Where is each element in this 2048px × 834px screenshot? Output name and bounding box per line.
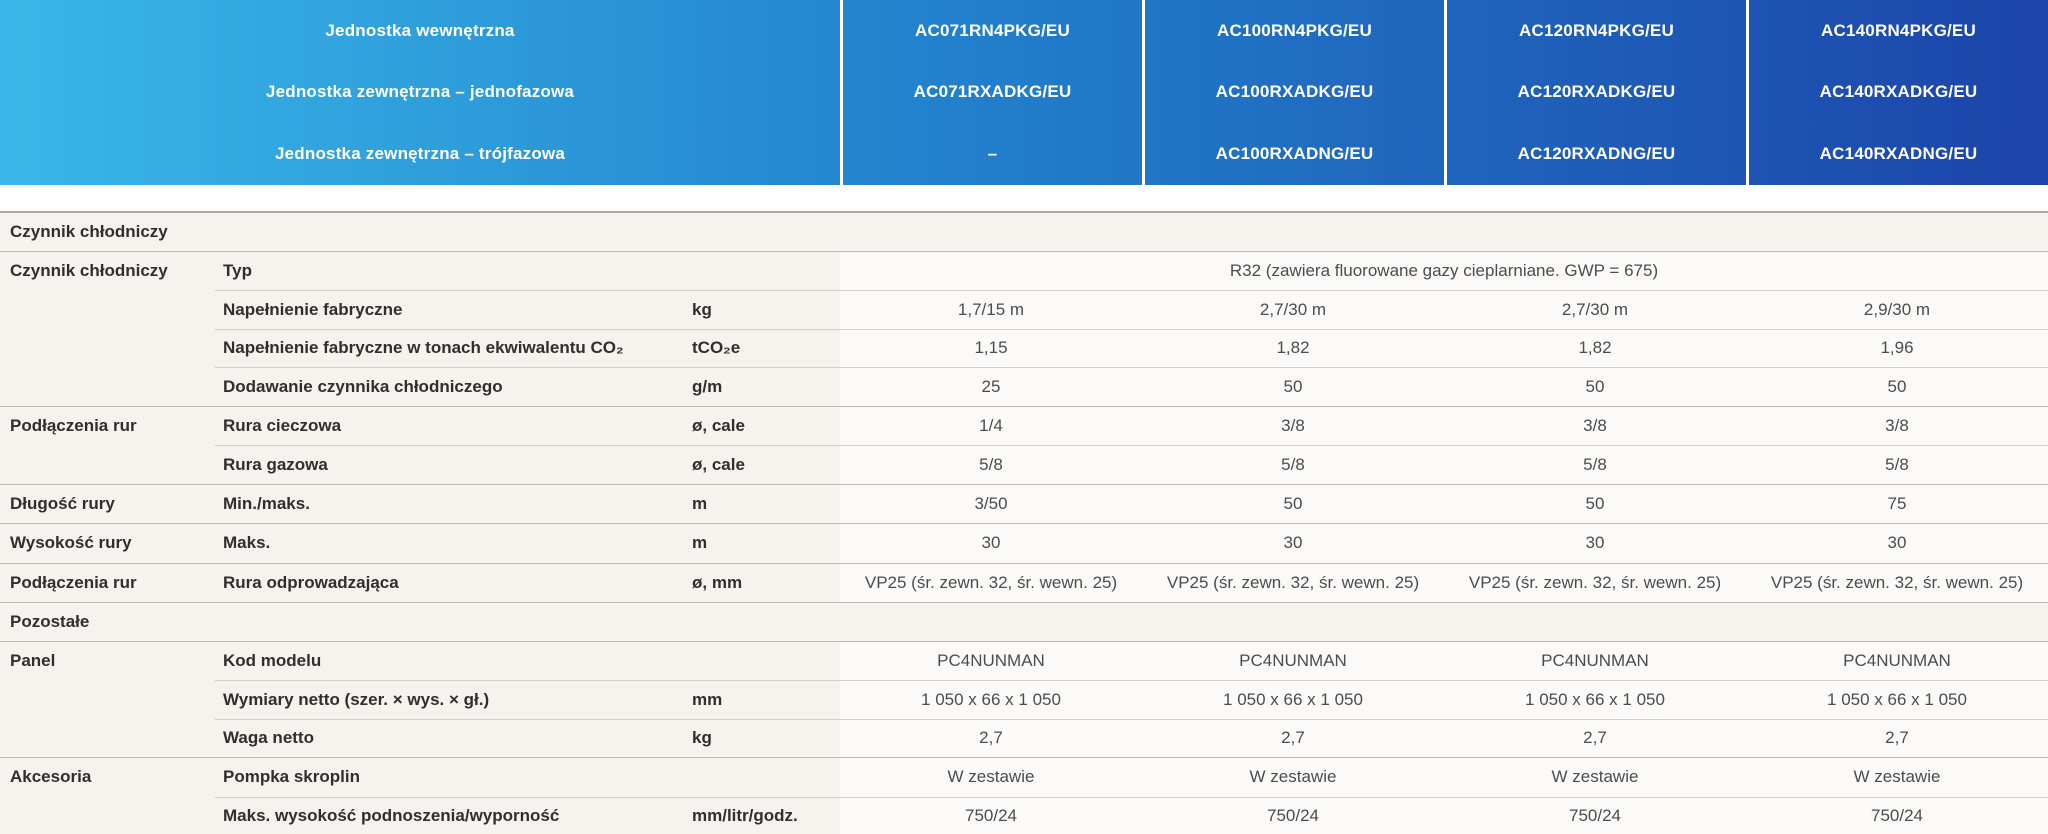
spec-unit: m: [690, 524, 840, 563]
model-cell: AC120RXADKG/EU: [1444, 62, 1746, 124]
spec-value: 5/8: [1746, 446, 2048, 484]
spec-value: PC4NUNMAN: [1746, 642, 2048, 681]
spec-row: [215, 719, 2048, 758]
spec-value: 1/4: [840, 407, 1142, 446]
spec-unit: kg: [690, 291, 840, 329]
spec-group: [0, 407, 2048, 485]
spec-value: 3/50: [840, 485, 1142, 524]
spec-row: [215, 758, 2048, 797]
spec-value: 1 050 x 66 x 1 050: [840, 681, 1142, 719]
spec-value: 2,7: [1142, 720, 1444, 758]
spec-value: 25: [840, 368, 1142, 406]
group-rows: [215, 524, 2048, 563]
group-name: Czynnik chłodniczy: [0, 252, 215, 406]
model-cell: AC140RXADKG/EU: [1746, 62, 2048, 124]
spec-unit: kg: [690, 720, 840, 758]
spec-value: VP25 (śr. zewn. 32, śr. wewn. 25): [1746, 564, 2048, 603]
spec-label: Maks. wysokość podnoszenia/wyporność: [215, 798, 690, 834]
spec-value: 1,7/15 m: [840, 291, 1142, 329]
spec-label: Wymiary netto (szer. × wys. × gł.): [215, 681, 690, 719]
spec-value: 50: [1142, 368, 1444, 406]
model-header: [0, 0, 2048, 185]
spec-value: W zestawie: [1444, 758, 1746, 797]
spec-label: Napełnienie fabryczne: [215, 291, 690, 329]
header-row-label: Jednostka wewnętrzna: [325, 20, 515, 40]
spec-unit: [690, 252, 840, 291]
model-cell: AC100RN4PKG/EU: [1142, 0, 1444, 62]
spec-unit: g/m: [690, 368, 840, 406]
spec-label: Kod modelu: [215, 642, 690, 681]
spec-unit: ø, cale: [690, 407, 840, 446]
spec-value: 75: [1746, 485, 2048, 524]
spec-row: [215, 642, 2048, 681]
spec-label: Waga netto: [215, 720, 690, 758]
model-cell: AC120RXADNG/EU: [1444, 123, 1746, 185]
spec-value: 30: [1746, 524, 2048, 563]
spec-value: 5/8: [840, 446, 1142, 484]
spec-label: Pompka skroplin: [215, 758, 690, 797]
spec-value: 1,82: [1444, 330, 1746, 368]
section-title: Pozostałe: [0, 603, 2048, 642]
group-name: Długość rury: [0, 485, 215, 524]
group-rows: [215, 642, 2048, 758]
spec-label: Typ: [215, 252, 690, 291]
model-cell: AC140RN4PKG/EU: [1746, 0, 2048, 62]
spec-value: W zestawie: [840, 758, 1142, 797]
spec-value: 1,96: [1746, 330, 2048, 368]
spec-group: [0, 252, 2048, 407]
spec-value: 50: [1746, 368, 2048, 406]
spec-label: Rura odprowadzająca: [215, 564, 690, 603]
spec-unit: tCO₂e: [690, 330, 840, 368]
spec-label: Min./maks.: [215, 485, 690, 524]
model-cell: –: [840, 123, 1142, 185]
spec-value: 3/8: [1444, 407, 1746, 446]
spec-value: 750/24: [1746, 798, 2048, 834]
spec-value: W zestawie: [1142, 758, 1444, 797]
spec-value: 750/24: [1142, 798, 1444, 834]
group-name: Wysokość rury: [0, 524, 215, 563]
spec-row: [215, 524, 2048, 563]
spec-label: Rura cieczowa: [215, 407, 690, 446]
spec-value: 3/8: [1746, 407, 2048, 446]
group-rows: [215, 252, 2048, 406]
spec-value: 2,7/30 m: [1444, 291, 1746, 329]
spec-label: Rura gazowa: [215, 446, 690, 484]
spec-value: 2,7: [1746, 720, 2048, 758]
group-name: Akcesoria: [0, 758, 215, 834]
group-name: Panel: [0, 642, 215, 758]
spec-value: 50: [1142, 485, 1444, 524]
header-row-label: Jednostka zewnętrzna – jednofazowa: [265, 82, 575, 102]
spec-label: Napełnienie fabryczne w tonach ekwiwalentu CO₂: [215, 330, 690, 368]
spec-value: 1 050 x 66 x 1 050: [1444, 681, 1746, 719]
model-cell: AC071RN4PKG/EU: [840, 0, 1142, 62]
group-rows: [215, 564, 2048, 603]
spec-row: [215, 367, 2048, 406]
spec-value: 750/24: [840, 798, 1142, 834]
spec-unit: mm/litr/godz.: [690, 798, 840, 834]
spec-group: [0, 524, 2048, 564]
section-title: Czynnik chłodniczy: [0, 213, 2048, 252]
spec-value: PC4NUNMAN: [1142, 642, 1444, 681]
spec-value: 30: [840, 524, 1142, 563]
spec-value: 2,7/30 m: [1142, 291, 1444, 329]
spec-group: [0, 485, 2048, 525]
spec-row: [215, 407, 2048, 446]
model-cell: AC120RN4PKG/EU: [1444, 0, 1746, 62]
spec-value: 1,82: [1142, 330, 1444, 368]
spec-group: [0, 642, 2048, 759]
spec-row: [215, 329, 2048, 368]
spec-value: 50: [1444, 368, 1746, 406]
spec-value: 1,15: [840, 330, 1142, 368]
spec-unit: ø, cale: [690, 446, 840, 484]
group-name: Podłączenia rur: [0, 407, 215, 484]
model-cell: AC071RXADKG/EU: [840, 62, 1142, 124]
spec-row: [215, 680, 2048, 719]
group-rows: [215, 407, 2048, 484]
spec-value: 2,9/30 m: [1746, 291, 2048, 329]
spec-value: 50: [1444, 485, 1746, 524]
spec-unit: m: [690, 485, 840, 524]
spec-value: 5/8: [1444, 446, 1746, 484]
spec-row: [215, 290, 2048, 329]
spec-table: [0, 211, 2048, 834]
spec-value: 30: [1142, 524, 1444, 563]
spec-value: 1 050 x 66 x 1 050: [1142, 681, 1444, 719]
spec-value: PC4NUNMAN: [1444, 642, 1746, 681]
spec-value: W zestawie: [1746, 758, 2048, 797]
spec-label: Dodawanie czynnika chłodniczego: [215, 368, 690, 406]
spec-value: PC4NUNMAN: [840, 642, 1142, 681]
spec-row: [215, 445, 2048, 484]
group-rows: [215, 758, 2048, 834]
spec-value: 1 050 x 66 x 1 050: [1746, 681, 2048, 719]
spec-value: 3/8: [1142, 407, 1444, 446]
spec-group: [0, 758, 2048, 834]
spec-unit: [690, 758, 840, 797]
spec-value: 2,7: [840, 720, 1142, 758]
spec-row: [215, 564, 2048, 603]
spec-value: 750/24: [1444, 798, 1746, 834]
spec-value: 30: [1444, 524, 1746, 563]
spec-value: VP25 (śr. zewn. 32, śr. wewn. 25): [1444, 564, 1746, 603]
header-row-label: Jednostka zewnętrzna – trójfazowa: [274, 144, 565, 164]
spec-value: 5/8: [1142, 446, 1444, 484]
model-cell: AC100RXADKG/EU: [1142, 62, 1444, 124]
model-cell: AC100RXADNG/EU: [1142, 123, 1444, 185]
spec-label: Maks.: [215, 524, 690, 563]
spec-unit: ø, mm: [690, 564, 840, 603]
group-rows: [215, 485, 2048, 524]
spec-unit: mm: [690, 681, 840, 719]
group-name: Podłączenia rur: [0, 564, 215, 603]
spec-value: VP25 (śr. zewn. 32, śr. wewn. 25): [840, 564, 1142, 603]
model-cell: AC140RXADNG/EU: [1746, 123, 2048, 185]
spec-row: [215, 252, 2048, 291]
spec-value: 2,7: [1444, 720, 1746, 758]
spec-value: VP25 (śr. zewn. 32, śr. wewn. 25): [1142, 564, 1444, 603]
spec-group: [0, 564, 2048, 604]
spec-row: [215, 485, 2048, 524]
spec-unit: [690, 642, 840, 681]
spec-row: [215, 797, 2048, 834]
spec-value-span: R32 (zawiera fluorowane gazy cieplarniane. GWP = 675): [840, 252, 2048, 291]
